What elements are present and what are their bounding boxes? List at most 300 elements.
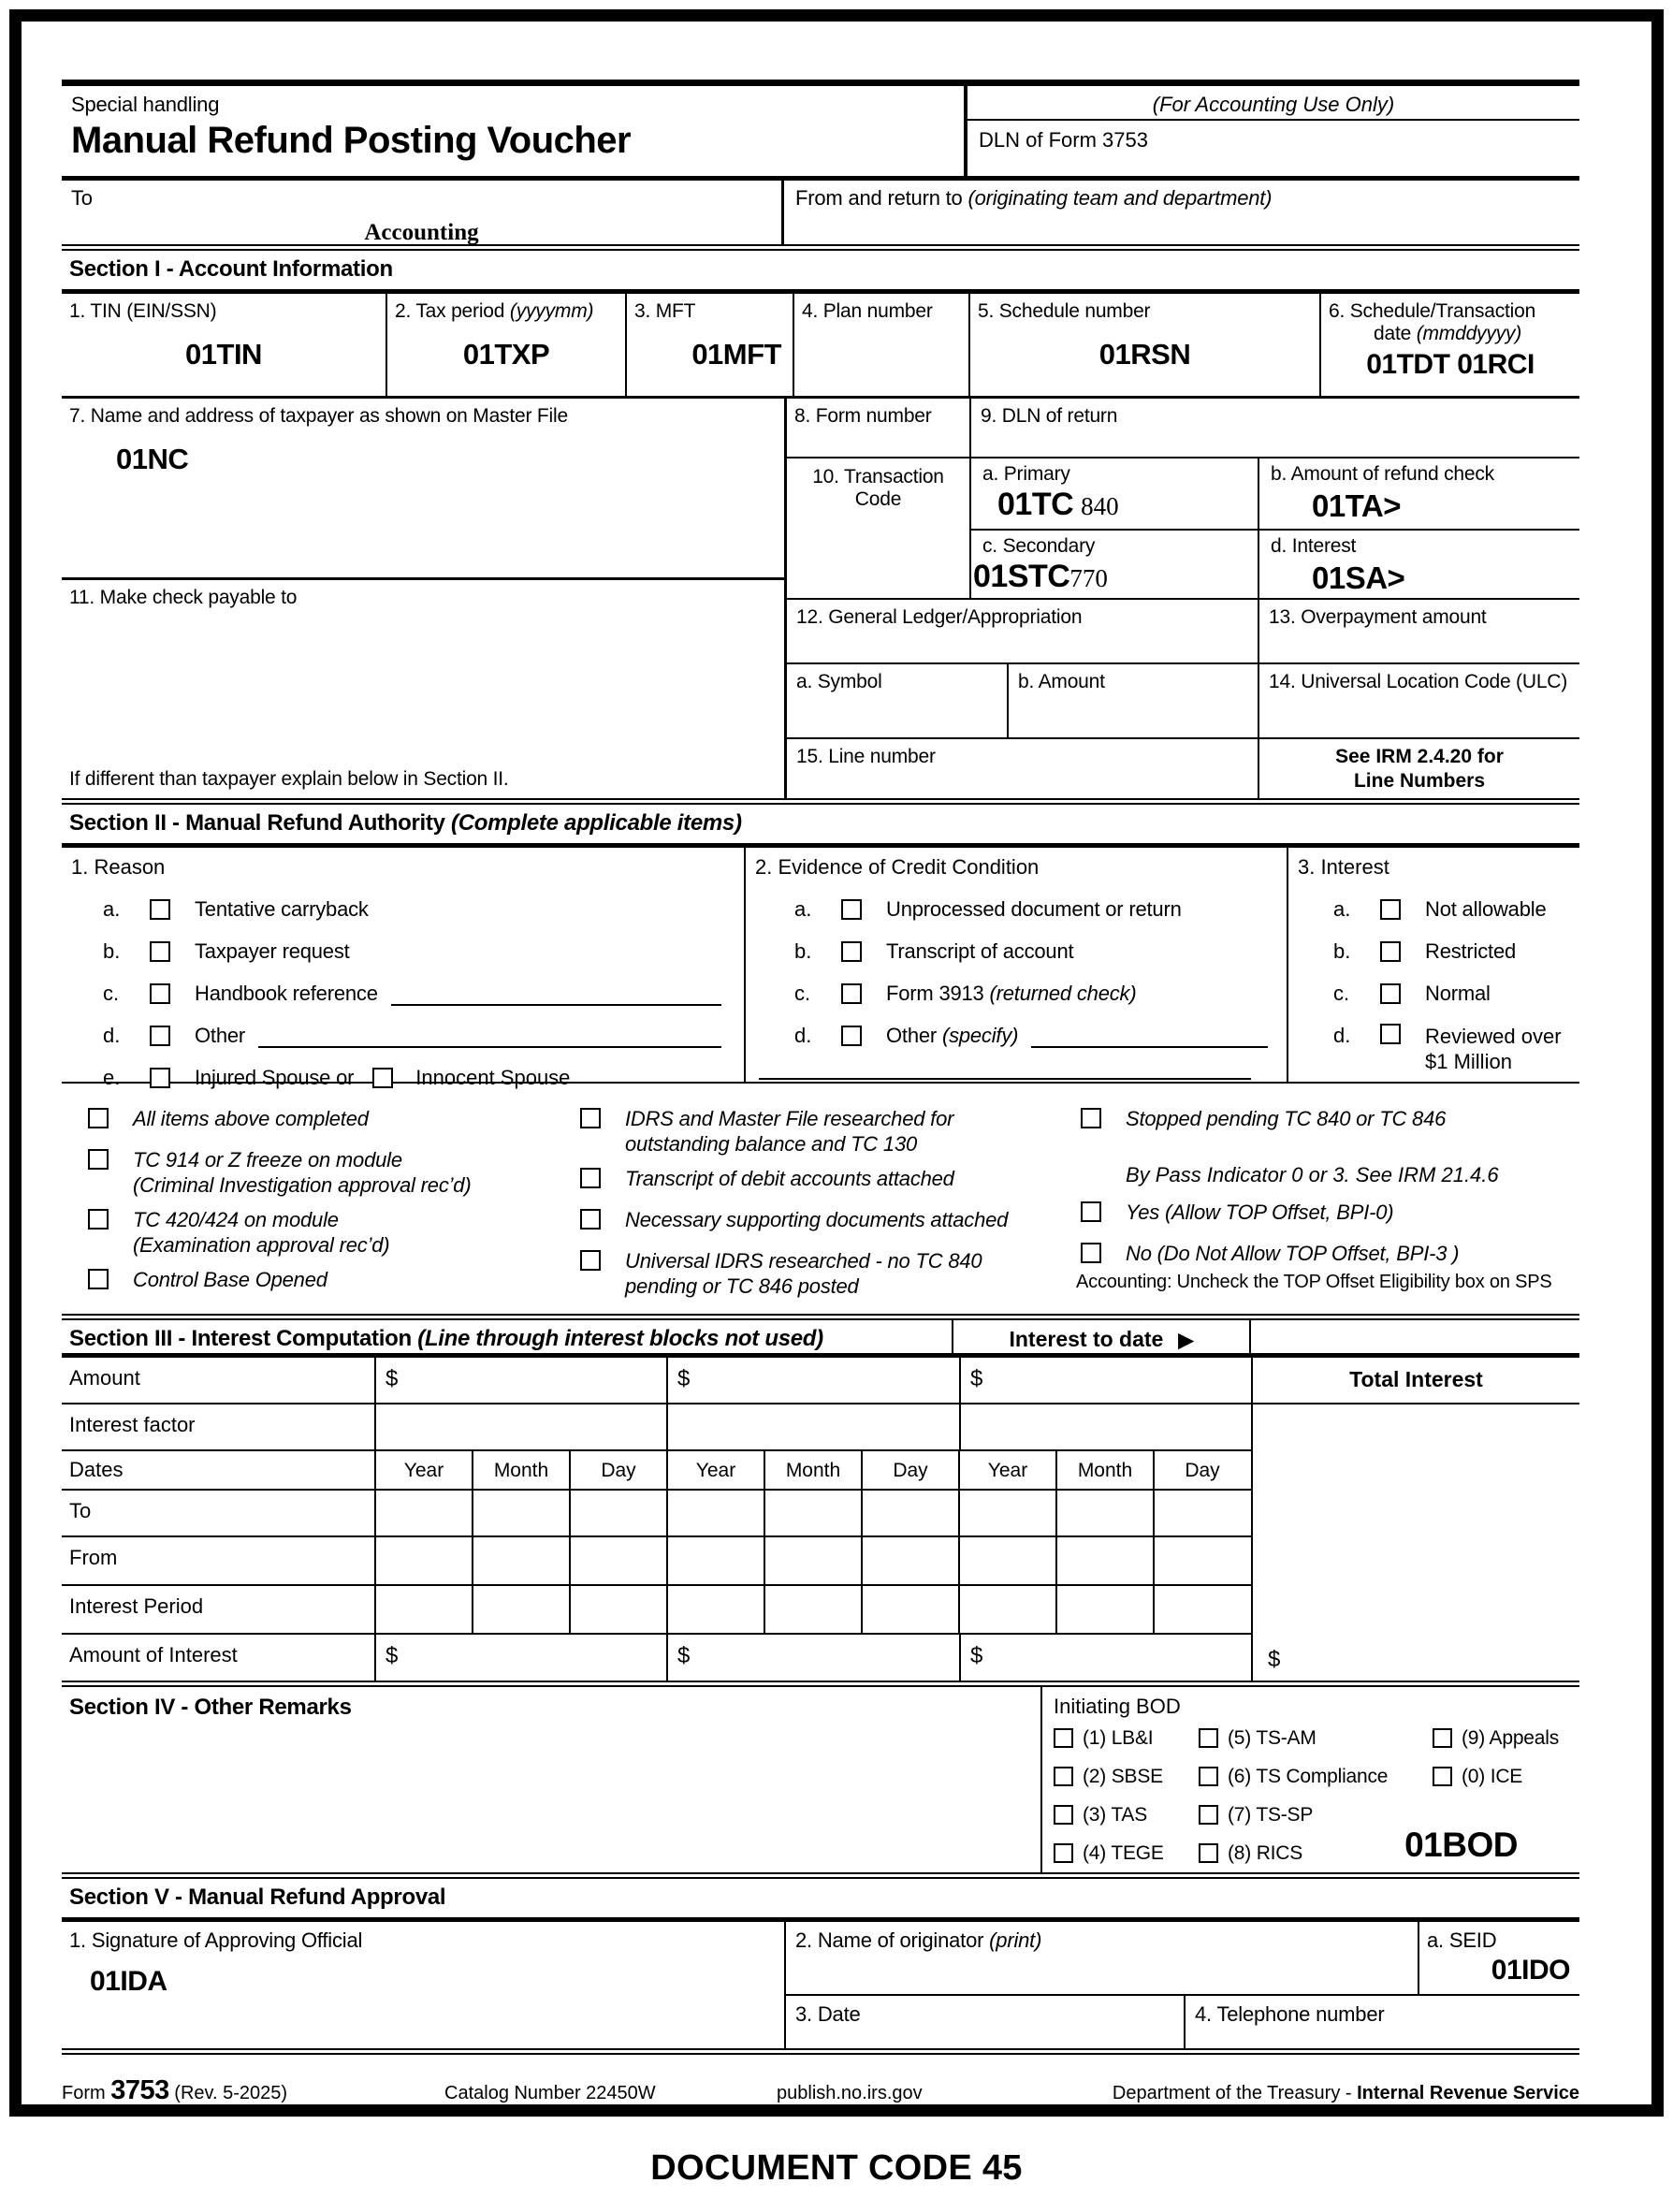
field-ulc[interactable]: [1259, 664, 1579, 737]
checkbox-control-base-opened[interactable]: [88, 1269, 109, 1289]
check-tc420: [88, 1207, 561, 1258]
bod-row: [1054, 1757, 1568, 1796]
amount-cell-1[interactable]: [374, 1358, 666, 1403]
check-idrs-researched: [580, 1106, 1057, 1157]
interest-item-c: [1288, 982, 1579, 1006]
section5-right: [784, 1922, 1579, 2048]
refund-amount-value: 01TA>: [1312, 488, 1402, 523]
interest-item-d: [1288, 1024, 1579, 1074]
date-cell[interactable]: [1055, 1491, 1153, 1535]
item-label2: Innocent Spouse: [415, 1066, 571, 1089]
col-year: Year: [666, 1451, 764, 1489]
transaction-code-label-cell: [787, 458, 971, 598]
row-primary-refund: [971, 458, 1579, 529]
date-cell[interactable]: [472, 1491, 569, 1535]
field-telephone[interactable]: [1186, 1996, 1579, 2048]
row-secondary-interest: [971, 529, 1579, 599]
interest-item-b: [1288, 939, 1579, 964]
item-label: Not allowable: [1425, 897, 1547, 921]
interest-factor-cell-1[interactable]: [374, 1404, 666, 1449]
form-3753: [62, 80, 1579, 2106]
reason-column: [62, 848, 744, 1089]
field-symbol[interactable]: [787, 664, 1009, 737]
interest-to-date-cell[interactable]: Interest to date ▶: [952, 1320, 1251, 1353]
from-label: From and return to: [795, 186, 968, 210]
section2-certifications: [62, 1084, 1579, 1320]
checkbox-interest-restricted[interactable]: [1380, 941, 1401, 962]
field-originator-name[interactable]: [786, 1922, 1418, 1994]
bod-option-label: (1) LB&I: [1083, 1726, 1154, 1749]
irs-name: Internal Revenue Service: [1357, 2083, 1579, 2103]
bod-option-label: (3) TAS: [1083, 1803, 1148, 1826]
amount-label: b. Amount: [1018, 671, 1105, 692]
item-label: Injured Spouse or: [195, 1066, 355, 1089]
line-number-label: 15. Line number: [796, 746, 936, 767]
checkbox-transcript-debit[interactable]: [580, 1168, 601, 1188]
checkbox-bod-ice[interactable]: [1433, 1767, 1452, 1786]
field-secondary-tc[interactable]: [971, 531, 1259, 599]
check-universal-idrs: [580, 1248, 1057, 1299]
tax-period-label: 2. Tax period: [395, 300, 510, 322]
symbol-label: a. Symbol: [796, 671, 882, 692]
date-label: 3. Date: [795, 2002, 861, 2026]
item-letter: d.: [1333, 1024, 1351, 1047]
item-letter: a.: [1333, 897, 1351, 921]
checkbox-reason-handbook-reference[interactable]: [150, 983, 170, 1004]
section5-row2: [786, 1994, 1579, 2048]
amount-cell-2[interactable]: [666, 1358, 959, 1403]
evidence-item-d: [746, 1024, 1287, 1048]
date-cell[interactable]: [472, 1537, 569, 1584]
checkbox-reason-other[interactable]: [150, 1026, 170, 1046]
date-cell[interactable]: [764, 1537, 861, 1584]
tin-label: 1. TIN (EIN/SSN): [69, 300, 217, 322]
date-cell[interactable]: [569, 1491, 666, 1535]
checkbox-tc914-freeze[interactable]: [88, 1149, 109, 1170]
bod-option-ice: [1433, 1766, 1568, 1788]
irm-note-line2: Line Numbers: [1353, 770, 1486, 792]
row-transaction-code: [787, 457, 1579, 598]
reason-item-b: [62, 939, 744, 964]
date-cell[interactable]: [1055, 1586, 1153, 1633]
to-row-label: To: [69, 1499, 92, 1522]
bod-value: 01BOD: [1404, 1826, 1518, 1864]
amount-of-interest-cell-1[interactable]: [374, 1635, 666, 1681]
interest-to-date-blank[interactable]: [1251, 1320, 1579, 1353]
date-cell[interactable]: [374, 1537, 472, 1584]
check-label: Necessary supporting documents attached: [625, 1208, 1009, 1231]
section2-title-note: (Complete applicable items): [451, 810, 742, 836]
item-letter: e.: [103, 1066, 121, 1089]
row-form-dln: [787, 399, 1579, 457]
field-taxpayer-name[interactable]: [62, 399, 784, 577]
originator-note: (print): [989, 1928, 1042, 1952]
section3-header: [62, 1320, 1579, 1358]
check-tc914: [88, 1147, 561, 1198]
date-cell[interactable]: [472, 1586, 569, 1633]
dollar-sign: $: [386, 1366, 399, 1391]
from-cell[interactable]: [784, 181, 1579, 244]
interest-amount-label: d. Interest: [1271, 535, 1357, 557]
schedule-number-label: 5. Schedule number: [978, 300, 1151, 322]
bod-option-label: (7) TS-SP: [1228, 1803, 1314, 1826]
item-label: Unprocessed document or return: [886, 897, 1182, 921]
date-cell[interactable]: [861, 1491, 958, 1535]
field-tax-period[interactable]: [386, 294, 625, 396]
item-letter: d.: [794, 1024, 812, 1047]
dollar-sign: $: [970, 1643, 983, 1668]
date-cell[interactable]: [1153, 1491, 1250, 1535]
schedule-date-label2: date (mmddyyyy): [1374, 323, 1522, 344]
interest-amount-value: 01SA>: [1312, 560, 1405, 595]
col-year: Year: [374, 1451, 472, 1489]
item-label: Other: [195, 1024, 246, 1047]
interest-factor-label: Interest factor: [69, 1413, 196, 1436]
signature-label: 1. Signature of Approving Official: [69, 1928, 363, 1952]
dollar-sign: $: [970, 1366, 983, 1391]
form-title: Manual Refund Posting Voucher: [71, 120, 632, 161]
field-date[interactable]: [786, 1996, 1186, 2048]
check-all-items-completed: [88, 1106, 561, 1131]
field-general-ledger[interactable]: [787, 600, 1259, 662]
dln-of-form-label: DLN of Form 3753: [979, 128, 1148, 152]
evidence-column: [744, 848, 1287, 1082]
field-primary-tc[interactable]: [971, 458, 1259, 529]
checkbox-interest-reviewed[interactable]: [1380, 1024, 1401, 1044]
section1-row1: [62, 294, 1579, 399]
field-refund-amount[interactable]: [1259, 458, 1579, 529]
section2-title: Section II - Manual Refund Authority (Complete applicable items): [62, 798, 1579, 848]
tin-value: 01TIN: [185, 338, 262, 371]
bod-option-sbse: [1054, 1766, 1199, 1788]
check-control-base: [88, 1267, 561, 1292]
interest-label: 3. Interest: [1298, 855, 1389, 879]
item-letter: b.: [1333, 939, 1351, 963]
item-letter: c.: [103, 982, 120, 1005]
checkbox-unprocessed-document[interactable]: [841, 899, 862, 920]
section1-right-column: [784, 399, 1579, 798]
to-value: Accounting: [364, 220, 479, 245]
checkbox-stopped-pending[interactable]: [1081, 1108, 1101, 1128]
checkbox-idrs-master-file[interactable]: [580, 1108, 601, 1128]
treasury-line: Department of the Treasury - Internal Revenue Service: [1112, 2083, 1579, 2103]
field-dln-of-return[interactable]: [971, 399, 1579, 457]
form-footer: [62, 2075, 1579, 2106]
bypass-indicator-note: By Pass Indicator 0 or 3. See IRM 21.4.6: [1126, 1163, 1499, 1186]
checkbox-reason-tentative-carryback[interactable]: [150, 899, 170, 920]
row-amount-of-interest: [62, 1635, 1251, 1681]
bod-option-label: (4) TEGE: [1083, 1841, 1164, 1864]
total-interest-label: Total Interest: [1251, 1358, 1579, 1403]
item-label: Taxpayer request: [195, 939, 350, 963]
row-ledger-overpayment: [787, 598, 1579, 662]
item-letter: c.: [1333, 982, 1350, 1005]
reason-item-d: [62, 1024, 744, 1048]
field-tin[interactable]: [62, 294, 386, 396]
section3-table-left: [62, 1404, 1251, 1681]
section4: [62, 1687, 1579, 1879]
right-arrow-icon: ▶: [1178, 1330, 1194, 1351]
item-label: Normal: [1425, 982, 1491, 1005]
date-cell[interactable]: [1055, 1537, 1153, 1584]
primary-code: 840: [1081, 492, 1119, 520]
primary-value: 01TC: [997, 487, 1074, 522]
date-cell[interactable]: [666, 1537, 764, 1584]
check-label: Control Base Opened: [133, 1268, 327, 1291]
transaction-code-subcells: [971, 458, 1579, 598]
bod-option-label: (5) TS-AM: [1228, 1726, 1317, 1749]
form-number-footer: Form 3753 (Rev. 5-2025): [62, 2075, 288, 2105]
reason-other-blank-line[interactable]: [258, 1024, 721, 1048]
checkbox-supporting-documents[interactable]: [580, 1209, 601, 1230]
primary-value-line: [982, 487, 1246, 523]
item-letter: b.: [794, 939, 812, 963]
telephone-label: 4. Telephone number: [1195, 2002, 1385, 2026]
evidence-other-blank-line[interactable]: [1031, 1024, 1268, 1048]
date-cell[interactable]: [666, 1586, 764, 1633]
section4-title: Section IV - Other Remarks: [69, 1695, 352, 1720]
to-cell[interactable]: [62, 181, 784, 244]
checkbox-innocent-spouse[interactable]: [372, 1068, 393, 1088]
field-interest-amount[interactable]: [1259, 531, 1579, 599]
check-label: No (Do Not Allow TOP Offset, BPI-3 ): [1126, 1242, 1460, 1265]
field-check-payable[interactable]: [62, 577, 784, 798]
col-day: Day: [1153, 1451, 1250, 1489]
date-cell[interactable]: [958, 1491, 1055, 1535]
interest-item-a: [1288, 897, 1579, 922]
check-label: Stopped pending TC 840 or TC 846: [1126, 1107, 1447, 1130]
item-note: (specify): [941, 1024, 1019, 1047]
checkbox-form-3913[interactable]: [841, 983, 862, 1004]
check-label: TC 914 or Z freeze on module (Criminal Investigation approval rec’d): [133, 1148, 472, 1197]
mft-label: 3. MFT: [634, 300, 696, 322]
date-cell[interactable]: [1153, 1586, 1250, 1633]
secondary-value-line: [973, 559, 1246, 595]
dollar-sign: $: [677, 1643, 691, 1668]
refund-amount-value-line: [1271, 488, 1568, 524]
bod-option-lbi: [1054, 1727, 1199, 1750]
bod-option-label: (8) RICS: [1228, 1841, 1303, 1864]
date-cell[interactable]: [764, 1586, 861, 1633]
checkbox-tc420-module[interactable]: [88, 1209, 109, 1230]
bod-option-tsam: [1199, 1727, 1433, 1750]
check-payable-note: If different than taxpayer explain below in Section II.: [69, 768, 509, 790]
date-cell[interactable]: [374, 1491, 472, 1535]
schedule-date-value: 01TDT 01RCI: [1366, 349, 1535, 380]
amount-cell-3[interactable]: [959, 1358, 1251, 1403]
field-schedule-number[interactable]: [968, 294, 1319, 396]
bod-option-tege: [1054, 1842, 1199, 1865]
col-month: Month: [472, 1451, 569, 1489]
check-label: Universal IDRS researched - no TC 840 pending or TC 846 posted: [625, 1249, 982, 1298]
section5-row1: [786, 1922, 1579, 1994]
secondary-value: 01STC: [973, 559, 1070, 594]
section1-left-column: [62, 399, 784, 798]
signature-value: 01IDA: [90, 1966, 167, 1997]
schedule-date-label: 6. Schedule/Transaction: [1329, 300, 1536, 322]
amount-row-label: Amount: [69, 1366, 140, 1390]
checkbox-bod-appeals[interactable]: [1433, 1728, 1452, 1748]
date-cell[interactable]: [958, 1537, 1055, 1584]
evidence-label: 2. Evidence of Credit Condition: [755, 855, 1040, 879]
col-month: Month: [1055, 1451, 1153, 1489]
publish-site: publish.no.irs.gov: [777, 2083, 923, 2103]
checkbox-bod-lbi[interactable]: [1054, 1728, 1073, 1748]
checkbox-interest-not-allowable[interactable]: [1380, 899, 1401, 920]
initiating-bod-label: Initiating BOD: [1054, 1695, 1181, 1718]
section3-table: [62, 1404, 1579, 1687]
secondary-code: 770: [1069, 564, 1108, 592]
check-stopped-pending: [1081, 1106, 1579, 1131]
date-cell[interactable]: [861, 1586, 958, 1633]
schedule-number-value: 01RSN: [1098, 338, 1191, 371]
to-label: To: [71, 186, 93, 210]
checkbox-injured-spouse[interactable]: [150, 1068, 170, 1088]
amount-of-interest-cell-2[interactable]: [666, 1635, 959, 1681]
row-dates-header: [62, 1451, 1251, 1491]
interest-factor-cell-3[interactable]: [959, 1404, 1251, 1449]
field-line-number[interactable]: [787, 739, 1259, 798]
row-from: [62, 1537, 1251, 1586]
item-note: (returned check): [989, 982, 1137, 1005]
checkbox-bod-tsam[interactable]: [1199, 1728, 1218, 1748]
ulc-label: 14. Universal Location Code (ULC): [1269, 671, 1568, 692]
check-label: Transcript of debit accounts attached: [625, 1167, 954, 1190]
date-cell[interactable]: [958, 1586, 1055, 1633]
accounting-use-only-label: (For Accounting Use Only): [967, 86, 1579, 121]
from-label-note: (originating team and department): [967, 186, 1273, 210]
section1-title: Section I - Account Information: [62, 251, 1579, 294]
check-top-offset-no: [1081, 1241, 1579, 1266]
interest-column: [1287, 848, 1579, 1082]
row-amount: [62, 1358, 1579, 1404]
field-approving-signature[interactable]: [62, 1922, 784, 2048]
checkbox-universal-idrs[interactable]: [580, 1250, 601, 1271]
total-interest-cell[interactable]: [1251, 1404, 1579, 1681]
bod-option-label: (9) Appeals: [1462, 1726, 1560, 1749]
checkbox-transcript-of-account[interactable]: [841, 941, 862, 962]
certifications-right: [1057, 1106, 1579, 1299]
date-cell[interactable]: [764, 1491, 861, 1535]
checkbox-interest-normal[interactable]: [1380, 983, 1401, 1004]
item-label: Transcript of account: [886, 939, 1074, 963]
plan-number-label: 4. Plan number: [802, 300, 933, 322]
checkbox-reason-taxpayer-request[interactable]: [150, 941, 170, 962]
bod-option-tas: [1054, 1804, 1199, 1826]
checkbox-top-offset-no[interactable]: [1081, 1243, 1101, 1263]
field-schedule-date[interactable]: [1319, 294, 1579, 396]
bod-option-label: (0) ICE: [1462, 1765, 1523, 1787]
evidence-item-b: [746, 939, 1287, 964]
item-letter: a.: [794, 897, 812, 921]
item-label: Other (specify): [886, 1024, 1019, 1047]
routing-row: [62, 181, 1579, 251]
bod-option-appeals: [1433, 1727, 1568, 1750]
checkbox-all-items-completed[interactable]: [88, 1108, 109, 1128]
form-number-big: 3753: [110, 2075, 169, 2105]
field-seid[interactable]: [1418, 1922, 1579, 1994]
mft-value: 01MFT: [691, 338, 781, 371]
checkbox-top-offset-yes[interactable]: [1081, 1201, 1101, 1222]
date-cell[interactable]: [861, 1537, 958, 1584]
catalog-number: Catalog Number 22450W: [444, 2083, 656, 2103]
section3-title-note: (Line through interest blocks not used): [417, 1326, 823, 1351]
col-year: Year: [958, 1451, 1055, 1489]
checkbox-bod-sbse[interactable]: [1054, 1767, 1073, 1786]
item-letter: b.: [103, 939, 121, 963]
date-cell[interactable]: [1153, 1537, 1250, 1584]
checkbox-bod-tas[interactable]: [1054, 1805, 1073, 1825]
item-label: Restricted: [1425, 939, 1517, 963]
date-cell[interactable]: [374, 1586, 472, 1633]
checkbox-evidence-other[interactable]: [841, 1026, 862, 1046]
evidence-item-a: [746, 897, 1287, 922]
originator-label: 2. Name of originator: [795, 1928, 990, 1952]
interest-factor-cell-2[interactable]: [666, 1404, 959, 1449]
form-number-label: 8. Form number: [794, 405, 932, 427]
check-top-offset-yes: [1081, 1200, 1579, 1225]
reason-item-e: [62, 1066, 744, 1090]
refund-amount-label: b. Amount of refund check: [1271, 463, 1494, 485]
form-header-left: [62, 86, 964, 176]
other-remarks-cell[interactable]: [62, 1687, 1040, 1872]
special-handling-label: Special handling: [71, 93, 220, 116]
col-month: Month: [764, 1451, 861, 1489]
dollar-sign: $: [386, 1643, 399, 1668]
row-line-number: [787, 737, 1579, 798]
field-mft[interactable]: [625, 294, 793, 396]
bod-option-label: (6) TS Compliance: [1228, 1765, 1389, 1787]
row-interest-factor: [62, 1404, 1251, 1451]
checkbox-bod-rics[interactable]: [1199, 1843, 1218, 1863]
checkbox-bod-tscompliance[interactable]: [1199, 1767, 1218, 1786]
interest-period-label: Interest Period: [69, 1594, 204, 1618]
item-label: Reviewed over $1 Million: [1425, 1025, 1562, 1073]
section1-block2: [62, 399, 1579, 798]
check-payable-label: 11. Make check payable to: [69, 587, 298, 608]
row-interest-period: [62, 1586, 1251, 1635]
col-day: Day: [861, 1451, 958, 1489]
bod-option-tscompliance: [1199, 1766, 1433, 1788]
field-plan-number[interactable]: [793, 294, 968, 396]
seid-label: a. SEID: [1427, 1928, 1497, 1952]
date-cell[interactable]: [569, 1586, 666, 1633]
item-letter: d.: [103, 1024, 121, 1047]
dln-of-return-label: 9. DLN of return: [981, 405, 1118, 427]
field-amount[interactable]: [1009, 664, 1259, 737]
checkbox-bod-tege[interactable]: [1054, 1843, 1073, 1863]
interest-amount-value-line: [1271, 560, 1568, 596]
reason-item-c: [62, 982, 744, 1006]
field-form-number[interactable]: [787, 399, 971, 457]
amount-of-interest-cell-3[interactable]: [959, 1635, 1251, 1681]
check-label: IDRS and Master File researched for outstanding balance and TC 130: [625, 1107, 954, 1156]
check-label: Yes (Allow TOP Offset, BPI-0): [1126, 1201, 1394, 1224]
handbook-reference-blank-line[interactable]: [391, 982, 721, 1006]
bod-option-label: (2) SBSE: [1083, 1765, 1163, 1787]
check-supporting-docs: [580, 1207, 1057, 1232]
field-overpayment[interactable]: [1259, 600, 1579, 662]
irm-note-line1: See IRM 2.4.20 for: [1335, 746, 1504, 767]
checkbox-bod-tssp[interactable]: [1199, 1805, 1218, 1825]
row-to: [62, 1491, 1251, 1537]
col-day: Day: [569, 1451, 666, 1489]
evidence-extra-blank-line[interactable]: [759, 1078, 1251, 1080]
tax-period-note: (yyyymm): [509, 300, 594, 322]
amount-of-interest-label: Amount of Interest: [69, 1643, 238, 1666]
date-cell[interactable]: [569, 1537, 666, 1584]
date-cell[interactable]: [666, 1491, 764, 1535]
